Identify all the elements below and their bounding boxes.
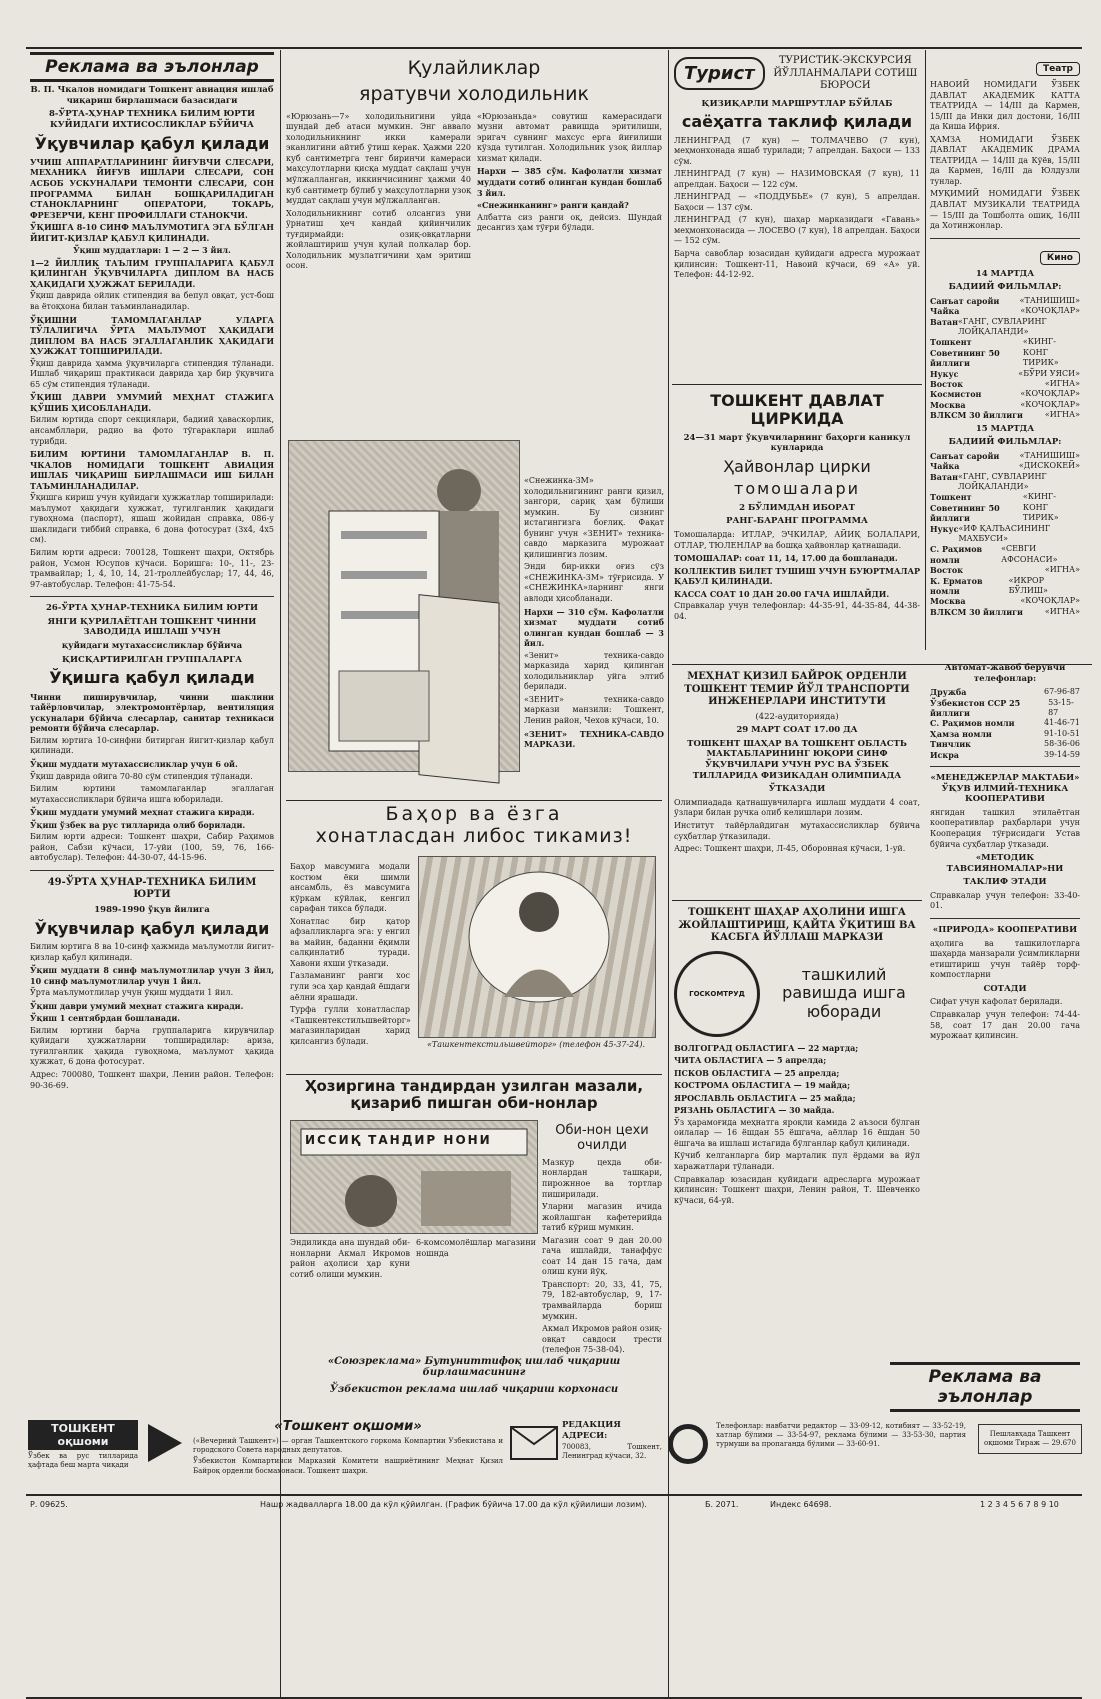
center-p2: Кўчиб келганларга бир марталик пул ёрдами ва йўл харажатлари тўланади. bbox=[674, 1151, 920, 1171]
schedule-row bbox=[930, 317, 1080, 338]
school3-p6: Билим юртини барча группаларига кирувчилар қуйидаги ҳужжатларни топширадилар: аризa, туғилганлик ҳақида гувоҳнома, маълумот ҳақида ҳужжат, 6 дона фотосурат. bbox=[30, 1025, 274, 1067]
venue-name: К. Ерматов номли bbox=[930, 575, 983, 596]
footer-paper: «Тошкент оқшоми» bbox=[274, 1419, 422, 1434]
circus-title: ТОШКЕНТ ДАВЛАТ ЦИРКИДА bbox=[710, 391, 884, 429]
phone-list bbox=[930, 687, 1080, 760]
circus-p4: КАССА СОАТ 10 ДАН 20.00 ГАЧА ИШЛАЙДИ. bbox=[674, 588, 890, 599]
coop-p4: Справкалар учун телефон: 33-40-01. bbox=[930, 890, 1080, 911]
divider bbox=[930, 766, 1080, 767]
venue-value: «ДИСКОКЕЙ» bbox=[1018, 461, 1080, 471]
divider bbox=[30, 596, 274, 597]
section-banner: Реклама ва эълонлар bbox=[890, 1362, 1080, 1412]
venue-value: «ИГНА» bbox=[1044, 606, 1080, 616]
center-p3: Справкалар юзасидан қуйидаги адресларга мурожаат қилинсин: Тошкент шаҳри, Ленин район, Т. Шевченко кўчаси, 64-уй. bbox=[674, 1174, 920, 1205]
schedule-row bbox=[930, 729, 1080, 739]
schedule-row bbox=[930, 596, 1080, 606]
turist-logo: Турист bbox=[674, 57, 765, 90]
school3-p3: Ўрта маълумотлилар учун ўқиш муддати 1 йил. bbox=[30, 988, 234, 998]
venue-name: ВЛКСМ 30 йиллиги bbox=[930, 606, 1023, 617]
schedule-row bbox=[930, 410, 1080, 420]
cinema-list-1 bbox=[930, 296, 1080, 421]
venue-name: С. Раҳимов номли bbox=[930, 544, 983, 565]
venue-value: «КОЧОҚЛАР» bbox=[1020, 306, 1080, 316]
venue-name: Чайка bbox=[930, 461, 960, 472]
venue-value: «ТАНИШИШ» bbox=[1019, 295, 1080, 305]
institute-event: ТОШКЕНТ ШАҲАР ВА ТОШКЕНТ ОБЛАСТЬ МАКТАБЛАРИНИНГ ЮҚОРИ СИНФ ЎҚУВЧИЛАРИ УЧУН РУС ВА ЎЗБЕК ТИЛЛАРИДА ФИЗИКАДАН ОЛИМПИАДА bbox=[687, 738, 907, 781]
envelope-icon bbox=[510, 1426, 558, 1460]
footer-lang: Ўзбек ва рус тилларида ҳафтада беш марта чиқади bbox=[28, 1452, 138, 1470]
school1-p3: 1—2 ЙИЛЛИК ТАЪЛИМ ГРУППАЛАРИГА ҚАБУЛ ҚИЛИНГАН ЎҚУВЧИЛАРГА ДИПЛОМ ВА НАСБ ҲАҚИДАГИ ҲУЖЖАТ БЕРИЛАДИ. bbox=[30, 257, 274, 289]
venue-value: 58-36-06 bbox=[1044, 739, 1080, 749]
divider bbox=[930, 918, 1080, 919]
divider bbox=[30, 870, 274, 871]
turist-ad bbox=[674, 52, 920, 382]
slogan-1: «Союзреклама» Бутуниттифоқ ишлаб чиқариш бирлашмасининг bbox=[327, 1356, 621, 1378]
school2-p2: Ўқиш муддати мутахассисликлар учун 6 ой. bbox=[30, 759, 238, 770]
listings-column bbox=[930, 56, 1080, 656]
region-item: ПСКОВ ОБЛАСТИГА — 25 апрелда; bbox=[674, 1067, 840, 1078]
school1-title: Ўқувчилар қабул қилади bbox=[34, 133, 270, 153]
schedule-row bbox=[930, 369, 1080, 379]
school1-list: УЧИШ АППАРАТЛАРИНИНГ ЙИҒУВЧИ СЛЕСАРИ, МЕХАНИКА ЙИҒУВ ИШЛАРИ СЛЕСАРИ, СОН АСБОБ УСКУНАЛАРИ ТЕМОНТИ СЛЕСАРИ, СОН ПРОГРАММА БИЛАН БОШҚАРИЛАДИГАН СТАНОКЛАРНИНГ ОПЕРАТОРИ, ТОКАРЬ, ФРЕЗЕРЧИ, КЕНГ ПРОФИЛЛАГИ СТАНОКЧИ. bbox=[30, 156, 274, 220]
venue-value: 67-96-87 bbox=[1044, 687, 1080, 697]
schedule-row bbox=[930, 337, 1080, 368]
school3-p2: Ўқиш муддати 8 синф маълумотлилар учун 3 йил, 10 синф маълумотлилар учун 1 йил. bbox=[30, 965, 274, 986]
priroda-p1: аҳолига ва ташкилотларга шаҳарда манзарали ўсимликларни етиштириш учун тайёр торф-компостларни bbox=[930, 938, 1080, 980]
schedule-row bbox=[930, 472, 1080, 493]
bread-title-2: қизариб пишган оби-нонлар bbox=[350, 1094, 598, 1113]
column-divider-3 bbox=[925, 50, 926, 650]
footer-redaction: РЕДАКЦИЯ АДРЕСИ: bbox=[562, 1420, 621, 1441]
venue-value: «ИФ ҚАЛЪАСИНИНГ МАХБУСИ» bbox=[958, 523, 1051, 543]
institute-room: (422-аудиторияда) bbox=[755, 711, 839, 722]
school1-org: В. П. Чкалов номидаги Тошкент авиация ишлаб чиқариш бирлашмаси базасидаги bbox=[30, 85, 274, 106]
region-item: РЯЗАНЬ ОБЛАСТИГА — 30 майда. bbox=[674, 1105, 835, 1116]
clothes-text bbox=[290, 860, 410, 1090]
cinema-films-1: БАДИИЙ ФИЛЬМЛАР: bbox=[948, 282, 1062, 293]
bread-c1: Мазкур цехда оби-нонлардан ташқари, пирожнное ва тортлар пиширилади. bbox=[542, 1157, 662, 1199]
school3-name: 49-ЎРТА ҲУНАР-ТЕХНИКА БИЛИМ ЮРТИ bbox=[47, 876, 257, 901]
school3-p5: Ўқиш 1 сентябрдан бошланади. bbox=[30, 1013, 181, 1024]
footer-time: Нашр жадвалларга 18.00 да кўл қўйилган. (График бўйича 17.00 да кўл қўйилиши лозим). bbox=[260, 1500, 647, 1509]
slogan-2: Ўзбекистон реклама ишлаб чиқариш корхонаси bbox=[329, 1384, 619, 1395]
schedule-row bbox=[930, 524, 1080, 545]
footer-nums: 1 2 3 4 5 6 7 8 9 10 bbox=[980, 1500, 1059, 1509]
schedule-row bbox=[930, 739, 1080, 749]
school2-p7: Билим юрти адреси: Тошкент шаҳри, Сабир Раҳимов район, Сабзи кўчаси, 17-уйи (100, 59, 76, 166-автобуслар). Телефон: 44-30-07, 44-15-96. bbox=[30, 832, 274, 863]
goskomtrud-emblem bbox=[674, 951, 760, 1037]
venue-value: 41-46-71 bbox=[1044, 718, 1080, 728]
venue-value: «КОЧОҚЛАР» bbox=[1020, 596, 1080, 606]
venue-value: «ИГНА» bbox=[1044, 410, 1080, 420]
schedule-row bbox=[930, 607, 1080, 617]
circus-ad bbox=[674, 388, 920, 662]
school2-list: Чинни пиширувчилар, чинни шаклини тайёрловчилар, электромонтёрлар, вентиляция ускуналари бўйича слесарлар, санитар техникаси ремонти бўйича слесарлар. bbox=[30, 691, 274, 734]
school3-p4: Ўқиш даври умумий меҳнат стажига киради. bbox=[30, 1000, 244, 1011]
turist-p4: ЛЕНИНГРАД (7 кун), шаҳар марказидаги «Гавань» меҳмонхонасида — ЛОСЕВО (7 кун), 18 апрелдан. Баҳоси — 152 сўм. bbox=[674, 215, 920, 246]
school2-sub: қуйидаги мутахассисликлар бўйича bbox=[61, 641, 243, 652]
venue-value: «ТАНИШИШ» bbox=[1019, 450, 1080, 460]
divider bbox=[286, 800, 662, 801]
school3-year: 1989-1990 ўқув йилига bbox=[94, 904, 210, 915]
venue-name: Ватан bbox=[930, 316, 958, 327]
region-item: ВОЛГОГРАД ОБЛАСТИГА — 22 мартда; bbox=[674, 1042, 859, 1053]
venue-value: «КОЧОҚЛАР» bbox=[1020, 389, 1080, 399]
schedule-row bbox=[930, 698, 1080, 719]
footer-issue: Б. 2071. bbox=[705, 1500, 739, 1509]
footer-index2: Индекс 64698. bbox=[770, 1500, 832, 1509]
top-rule bbox=[26, 47, 1082, 49]
school2-name: 26-ЎРТА ҲУНАР-ТЕХНИКА БИЛИМ ЮРТИ bbox=[46, 603, 258, 614]
schedule-row bbox=[930, 461, 1080, 471]
bread-c2: Уларни магазин ичида жойлашган кафетерийда татиб кўриш мумкин. bbox=[542, 1202, 662, 1233]
venue-name: Санъат саройи bbox=[930, 450, 1000, 461]
venue-name: Санъат саройи bbox=[930, 295, 1000, 306]
schedule-row bbox=[930, 379, 1080, 389]
school2-org: ЯНГИ ҚУРИЛАЁТГАН ТОШКЕНТ ЧИННИ ЗАВОДИДА ИШЛАШ УЧУН bbox=[47, 616, 257, 638]
phones-title: Автомат-жавоб берувчи телефонлар: bbox=[944, 663, 1066, 684]
bread-caption-2: 6-комсомолёшлар магазини ношнда bbox=[416, 1238, 536, 1258]
venue-name: С. Раҳимов номли bbox=[930, 718, 1015, 729]
institute-date: 29 МАРТ СОАТ 17.00 ДА bbox=[736, 725, 858, 736]
bread-sub: Оби-нон цехи очилди bbox=[555, 1123, 649, 1153]
center-p1: Ўз ҳарамоғида меҳнатга яроқли камида 2 аъзоси бўлган оилалар — 16 ёшдан 55 ёшгача, аёллар 16 ёшдан 50 ёшгача ва ишлаш истагида бўлганлар қабул қилинади. bbox=[674, 1117, 920, 1148]
circus-show-1: Ҳайвонлар цирки bbox=[723, 457, 871, 477]
priroda-title: «ПРИРОДА» КООПЕРАТИВИ bbox=[932, 925, 1078, 936]
venue-name: Ватан bbox=[930, 471, 958, 482]
fridge-c5: Албатта сиз ранги оқ, дейсиз. Шундай десангиз ҳам тўғри бўлади. bbox=[477, 212, 662, 233]
footer-index: Пешлавҳада Ташкент оқшоми Тираж — 29.670 bbox=[984, 1430, 1076, 1448]
venue-name: Ўзбекистон ССР 25 йиллиги bbox=[930, 697, 1021, 719]
fridge-ad bbox=[286, 54, 662, 474]
footer-index-box bbox=[978, 1424, 1082, 1454]
school1-p8: Билим юртида спорт секциялари, бадиий ҳаваскорлик, ансамбллари, радио ва фото тўгараклари ишлаб турибди. bbox=[30, 415, 274, 446]
fridge-col-1 bbox=[286, 110, 471, 274]
coop-p2: «МЕТОДИК ТАВСИЯНОМАЛАР»НИ bbox=[946, 853, 1064, 874]
venue-value: «КИНГ-КОНГ ТИРИК» bbox=[1022, 337, 1059, 368]
fridge-c4: Нархи — 385 сўм. Кафолатли хизмат муддати сотиб олинган кундан бошлаб 3 йил. bbox=[477, 166, 662, 198]
cinema-day-1: 14 МАРТДА bbox=[975, 268, 1035, 279]
turist-p5: Барча савоблар юзасидан қуйидаги адресга мурожаат қилинсин: Тошкент-11, Навоий кўчаси, 69 «А» уй. Телефон: 44-12-92. bbox=[674, 248, 920, 280]
venue-value: 91-10-51 bbox=[1044, 728, 1080, 738]
right-banner-block bbox=[890, 1362, 1080, 1407]
schedule-row bbox=[930, 576, 1080, 597]
region-list bbox=[674, 1043, 920, 1116]
clothes-c3: Газламанинг ранги хос гули эса ҳар қандай ёшдаги аёлни ярашади. bbox=[290, 971, 410, 1002]
fridge-c6: «Снежинка-3М» холодильнигининг ранги қизил, зангори, сариқ ҳам бўлиши мумкин. Бу сизнинг истагингизга боғлиқ. Фақат бунинг учун «ЗЕНИТ» техника-савдо марказига мурожаат қилишингиз лозим. bbox=[524, 476, 664, 559]
priroda-p4: Справкалар учун телефон: 74-44-58, соат 17 дан 20.00 гача мурожаат қилинсин. bbox=[930, 1010, 1080, 1041]
fridge-col-2 bbox=[477, 110, 662, 274]
footer-order: Р. 09625. bbox=[30, 1500, 68, 1509]
priroda-p3: Сифат учун кафолат берилади. bbox=[930, 997, 1063, 1007]
clothes-c1: Баҳор мавсумига модали костюм ёки шимли ансамбль, ёз мавсумига кўркам кўйлак, кенгил сарафан тикса бўлади. bbox=[290, 862, 410, 914]
circus-p5: Справкалар учун телефонлар: 44-35-91, 44-35-84, 44-38-04. bbox=[674, 601, 920, 621]
circus-p2: ТОМОШАЛАР: соат 11, 14, 17.00 да бошланади. bbox=[674, 553, 898, 564]
school2-title: Ўқишга қабул қилади bbox=[49, 668, 255, 688]
footer-paper-block bbox=[193, 1420, 503, 1478]
clothes-sign: «Ташкентекстильшвейторг» (телефон 45-37-24). bbox=[426, 1040, 646, 1049]
fridge-c3: «Юрюзаньда» совутиш камерасидаги музни автомат равишда эритилиши, эригач сувнинг махсус ерга йиғилиши кўзда тутилган. Холодильник узоқ йиллар хизмат қилади. bbox=[477, 111, 662, 163]
bread-text bbox=[542, 1120, 662, 1355]
schedule-row bbox=[930, 451, 1080, 461]
fridge-title-2: яратувчи холодильник bbox=[359, 82, 589, 105]
fridge-c8: Нархи — 310 сўм. Кафолатли хизмат муддати сотиб олинган кундан бошлаб — 3 йил. bbox=[524, 606, 664, 649]
school2-sub2: ҚИСҚАРТИРИЛГАН ГРУППАЛАРГА bbox=[61, 654, 243, 665]
turist-p3: ЛЕНИНГРАД — «ПОДДУБЬЕ» (7 кун), 5 апрелдан. Баҳоси — 137 сўм. bbox=[674, 192, 920, 212]
venue-value: «КИНГ-КОНГ ТИРИК» bbox=[1022, 492, 1059, 523]
emblem-label: ГОСКОМТРУД bbox=[689, 989, 745, 998]
theatre-tag: Театр bbox=[1036, 62, 1080, 76]
venue-name: Чайка bbox=[930, 306, 960, 317]
school1-p5: ЎҚИШНИ ТАМОМЛАГАНЛАР УЛАРГА ТЎЛАЛИГИЧА ЎРТА МАЪЛУМОТ ҲАҚИДАГИ ДИПЛОМ ВА НАСБ ЭГАЛЛАГАНЛИК ҲАҚИДАГИ ҲУЖЖАТ ТОПШИРИЛАДИ. bbox=[30, 314, 274, 357]
turist-title: саёҳатга таклиф қилади bbox=[681, 112, 913, 132]
venue-name: Восток bbox=[930, 379, 964, 390]
venue-name: Дружба bbox=[930, 687, 967, 698]
clothes-sign-block bbox=[418, 1040, 654, 1070]
arrow-icon bbox=[148, 1424, 182, 1462]
footer-print: Ўзбекистон Компартияси Марказий Комитети нашриётининг Меҳнат Қизил Байроқ орденли босмахонаси. Тошкент шаҳри. bbox=[193, 1457, 503, 1475]
school2-p5: Ўқиш муддати умумий меҳнат стажига киради. bbox=[30, 807, 255, 818]
bread-c3: Магазин соат 9 дан 20.00 гача ишлайди, танаффус соат 14 дан 15 гача, дам олиш куни йўқ. bbox=[542, 1235, 662, 1277]
footer-addr: 700083, Тошкент, Ленинград кўчаси, 32. bbox=[562, 1443, 662, 1461]
venue-value: 39-14-59 bbox=[1044, 749, 1080, 759]
venue-name: Москва bbox=[930, 399, 966, 410]
schedule-row bbox=[930, 296, 1080, 306]
bottom-rule bbox=[26, 1494, 1082, 1496]
school3-p1: Билим юртига 8 ва 10-синф ҳажмида маълумотли йигит-қизлар қабул қилинади. bbox=[30, 941, 274, 962]
venue-name: Тошкент Советининг 50 йиллиги bbox=[930, 337, 1000, 369]
venue-value: «БЎРИ УЯСИ» bbox=[1018, 368, 1080, 378]
region-item: ЯРОСЛАВЛЬ ОБЛАСТИГА — 25 майда; bbox=[674, 1092, 856, 1103]
divider bbox=[672, 900, 922, 901]
venue-name: Тошкент Советининг 50 йиллиги bbox=[930, 492, 1000, 524]
circus-p3: КОЛЛЕКТИВ БИЛЕТ ТУШИШ УЧУН БУЮРТМАЛАР ҚАБУЛ ҚИЛИНАДИ. bbox=[674, 565, 920, 587]
footer-phones: Телефонлар: навбатчи редактор — 33-09-12, котибият — 33-52-19, хатлар бўлими — 33-54-97, реклама бўлими — 33-53-30, партия турмуши ва пропаганда бўлими — 33-60-91. bbox=[716, 1422, 966, 1449]
cinema-tag: Кино bbox=[1040, 251, 1080, 265]
circus-prog: РАНГ-БАРАНГ ПРОГРАММА bbox=[726, 516, 868, 527]
school2-p4: Билим юртини тамомлаганлар эгаллаган мутахассисликлари бўйича ишга юборилади. bbox=[30, 784, 274, 804]
bread-c4: Транспорт: 20, 33, 41, 75, 79, 182-автобуслар, 9, 17-трамвайларда бориш мумкин. bbox=[542, 1279, 662, 1321]
theatre-p1: НАВОИЙ НОМИДАГИ ЎЗБЕК ДАВЛАТ АКАДЕМИК КАТТА ТЕАТРИДА — 14/III да Кармен, 15/III да Инки дил достони, 16/III да Киша Ифрия. bbox=[930, 80, 1080, 132]
circus-show-2: томошалари bbox=[734, 479, 860, 499]
coop-p1: янгидан ташкил этилаётган кооперативлар раҳбарлари учун Кооперация тўғрисидаги Устав бўйича суҳбатлар ўтказади. bbox=[930, 807, 1080, 849]
cinema-films-2: БАДИИЙ ФИЛЬМЛАР: bbox=[948, 437, 1062, 448]
turist-org: ТУРИСТИК-ЭКСКУРСИЯ ЙЎЛЛАНМАЛАРИ СОТИШ БЮРОСИ bbox=[773, 55, 918, 91]
institute-p2: Институт тайёрлайдиган мутахассисликлар бўйича суҳбатлар ўтказилади. bbox=[674, 820, 920, 841]
fridge-c10: «ЗЕНИТ» техника-савдо маркази манзили: Тошкент, Ленин район, Чехов кўчаси, 10. bbox=[524, 694, 664, 726]
venue-value: «КОЧОҚЛАР» bbox=[1020, 399, 1080, 409]
circus-dates: 24—31 март ўқувчиларнинг баҳорги каникул кунларида bbox=[683, 432, 911, 454]
venue-name: Нукус bbox=[930, 368, 959, 379]
schedule-row bbox=[930, 718, 1080, 728]
priroda-p2: СОТАДИ bbox=[983, 983, 1027, 994]
section-banner: Реклама ва эълонлар bbox=[30, 52, 274, 82]
fridge-photo bbox=[288, 440, 520, 772]
circus-parts: 2 БЎЛИМДАН ИБОРАТ bbox=[739, 502, 855, 513]
divider bbox=[286, 1074, 662, 1075]
school3-title: Ўқувчилар қабул қилади bbox=[34, 918, 270, 938]
fridge-c1: «Юрюзань—7» холодильнигини уйда шундай деб атаси мумкин. Энг аввало холодильникнинг икки камерали эканлигини айтиб ўтиш керак. Ҳажми 220 куб сантиметрга тенг биринчи камераси маҳсулотларни қисқа муддат сақлаш учун мўлжалланган, иккинчисининг ҳажми 40 куб сантиметр бўлиб у маҳсулотларни узоқ муддат сақлаш учун мўлжалланган. bbox=[286, 111, 471, 206]
fridge-c2: Холодильникнинг сотиб олсангиз уни ўрнатиш ҳеч кандай қийинчилик туғдирмайди: озиқ-овқатларни жойлаштириш учун қулай полкалар бор. Холодильник музлатгичини ҳам эритиш осон. bbox=[286, 208, 471, 271]
institute-ad bbox=[674, 668, 920, 898]
institute-p3: Адрес: Тошкент шаҳри, Л-45, Оборонная кўчаси, 1-уй. bbox=[674, 844, 906, 854]
turist-p2: ЛЕНИНГРАД (7 кун) — НАЗИМОВСКАЯ (7 кун), 11 апрелдан. Баҳоси — 122 сўм. bbox=[674, 169, 920, 189]
region-item: КОСТРОМА ОБЛАСТИГА — 19 майда; bbox=[674, 1080, 851, 1091]
turist-p1: ЛЕНИНГРАД (7 кун) — ТОЛМАЧЕВО (7 кун), меҳмонхонада яшаб турилади; 7 апрелдан. Баҳоси — 133 сўм. bbox=[674, 135, 920, 166]
clothes-c4: Турфа гулли хонатласлар «Ташкентекстильшвейторг» магазинларидан харид қилсангиз бўлади. bbox=[290, 1005, 411, 1046]
school1-p4: Ўқиш даврида ойлик стипендия ва бепул овқат, уст-бош ва ётоқхона билан таъминланадилар. bbox=[30, 291, 274, 311]
venue-name: ВЛКСМ 30 йиллиги bbox=[930, 410, 1023, 421]
bread-shop-photo bbox=[290, 1120, 538, 1234]
institute-p1: Олимпиадада қатнашувчиларга ишлаш муддати 4 соат, ўзлари билан ручка олиб келишлари лозим. bbox=[674, 797, 920, 818]
footer-phones-block bbox=[716, 1420, 966, 1452]
institute-title: МЕҲНАТ ҚИЗИЛ БАЙРОҚ ОРДЕНЛИ ТОШКЕНТ ТЕМИР ЙЎЛ ТРАНСПОРТИ ИНЖЕНЕРЛАРИ ИНСТИТУТИ bbox=[684, 671, 910, 707]
schedule-row bbox=[930, 750, 1080, 760]
venue-value: 53-15-87 bbox=[1048, 697, 1074, 718]
divider bbox=[930, 238, 1080, 239]
school1-p11: Билим юрти адреси: 700128, Тошкент шаҳри, Октябрь район, Усмон Юсупов кўчаси. Боришга: 10-, 11-, 23-трамвайлар; 1, 4, 10, 14, 21-троллейбуслар; 17, 44, 46, 97-автобуслар. Телефон: 41-75-54. bbox=[30, 548, 274, 589]
circus-p1: Томошаларда: ИТЛАР, ЭЧКИЛАР, АЙИҚ БОЛАЛАРИ, ОТЛАР, ТЮЛЕНЛАР ва бошқа ҳайвонлар қатнашади. bbox=[674, 530, 920, 550]
atlas-fabric-photo bbox=[418, 856, 656, 1038]
bread-addr: Акмал Икромов район озиқ-овқат савдоси трести (телефон 75-38-04). bbox=[542, 1324, 662, 1355]
employment-center-ad bbox=[674, 904, 920, 1388]
soyuzreklama-slogan bbox=[286, 1356, 662, 1396]
school1-name: 8-ЎРТА-ҲУНАР ТЕХНИКА БИЛИМ ЮРТИ КУЙИДАГИ ИХТИСОСЛИКЛАР БЎЙИЧА bbox=[48, 109, 256, 130]
school2-p1: Билим юртига 10-синфни битирган йигит-қизлар қабул қилинади. bbox=[30, 735, 274, 756]
footer-redaction-block bbox=[562, 1420, 662, 1464]
clothes-title-block bbox=[286, 803, 662, 847]
bread-title-block bbox=[286, 1078, 662, 1118]
turist-sub: ҚИЗИҚАРЛИ МАРШРУТЛАР БЎЙЛАБ bbox=[701, 98, 893, 109]
bread-captions bbox=[290, 1236, 536, 1286]
school1-p2: Ўқиш муддатлари: 1 — 2 — 3 йил. bbox=[73, 245, 231, 256]
school1-p9: БИЛИМ ЮРТИНИ ТАМОМЛАГАНЛАР В. П. ЧКАЛОВ НОМИДАГИ ТОШКЕНТ АВИАЦИЯ ИШЛАБ ЧИҚАРИШ БИРЛАШМАСИ ИШ БИЛАН ТАЪМИНЛАНАДИЛАР. bbox=[30, 449, 274, 491]
bread-caption-1: Эндиликда ана шундай оби-нонларни Акмал Икромов район аҳолиси ҳар куни сотиб олиши мумкин. bbox=[290, 1238, 410, 1279]
fridge-title-1: Қулайликлар bbox=[407, 57, 541, 79]
school2-p6: Ўқиш ўзбек ва рус тилларида олиб борилади. bbox=[30, 819, 246, 830]
clothes-c2: Хонатлас бир қатор афзалликларга эга: у енгил ва майин, баданни ёқимли салқинлатиб туради. Хавони яхши ўтказади. bbox=[290, 916, 410, 968]
schedule-row bbox=[930, 544, 1080, 565]
school2-ad bbox=[30, 603, 274, 864]
region-item: ЧИТА ОБЛАСТИГА — 5 апрелда; bbox=[674, 1055, 827, 1066]
footer-desc: («Вечерний Ташкент») — орган Ташкентского горкома Компартии Узбекистана и городского Совета народных депутатов. bbox=[193, 1436, 503, 1455]
school3-ad bbox=[30, 877, 274, 1091]
clothes-title-1: Баҳор ва ёзга bbox=[385, 803, 563, 825]
school1-p10: Ўқишга кириш учун қуйидаги ҳужжатлар топширилади: маълумот ҳақидаги ҳужжат, тугилганлик ҳақидаги гувоҳнома (паспорт), яшаш жойидан справка, 086-у шаклидаги тиббий справка, 6 дона фотосурат (3х4, 4х5 см). bbox=[30, 493, 274, 545]
fridge-sign: «ЗЕНИТ» ТЕХНИКА-САВДО МАРКАЗИ. bbox=[524, 728, 664, 750]
schedule-row bbox=[930, 565, 1080, 575]
masthead-footer bbox=[28, 1420, 1080, 1490]
venue-value: «ГАНГ, СУВЛАРИНГ ЛОЙҚАЛАНДИ» bbox=[957, 316, 1047, 337]
bread-sign-board: ИССИҚ ТАНДИР НОНИ bbox=[305, 1133, 492, 1147]
venue-value: «ГАНГ, СУВЛАРИНГ ЛОЙҚАЛАНДИ» bbox=[957, 471, 1047, 492]
schedule-row bbox=[930, 492, 1080, 523]
theatre-p3: МУҚИМИЙ НОМИДАГИ ЎЗБЕК ДАВЛАТ МУЗИКАЛИ ТЕАТРИДА — 15/III да Тошболта ошиқ, 16/III да Хотинжонлар. bbox=[930, 189, 1080, 231]
venue-value: «СЕВГИ АФСОНАСИ» bbox=[1001, 544, 1058, 564]
school1-ad bbox=[30, 85, 274, 590]
venue-name: Москва bbox=[930, 596, 966, 607]
venue-value: «ИГНА» bbox=[1044, 379, 1080, 389]
venue-name: Космистон bbox=[930, 389, 982, 400]
venue-name: Восток bbox=[930, 565, 964, 576]
fridge-col-3 bbox=[524, 474, 664, 774]
school1-p7: ЎҚИШ ДАВРИ УМУМИЙ МЕҲНАТ СТАЖИГА ҚЎШИБ ҲИСОБЛАНАДИ. bbox=[30, 392, 274, 413]
schedule-row bbox=[930, 389, 1080, 399]
fridge-q1: «Снежинканинг» ранги қандай? bbox=[477, 200, 629, 211]
bread-title-1: Ҳозиргина тандирдан узилган мазали, bbox=[304, 1077, 644, 1095]
venue-name: Тинчлик bbox=[930, 739, 971, 750]
institute-held: ЎТКАЗАДИ bbox=[768, 784, 826, 795]
cinema-day-2: 15 МАРТДА bbox=[975, 423, 1035, 434]
venue-name: Нукус bbox=[930, 523, 959, 534]
phone-icon bbox=[668, 1424, 708, 1464]
phones-coop-column bbox=[930, 660, 1080, 1060]
school3-p7: Адрес: 700080, Тошкент шаҳри, Ленин район. Телефон: 90-36-69. bbox=[30, 1069, 274, 1090]
schedule-row bbox=[930, 687, 1080, 697]
footer-logo-block bbox=[28, 1420, 138, 1472]
center-sub: ташкилий равишда ишга юборади bbox=[782, 964, 906, 1021]
cinema-list-2 bbox=[930, 451, 1080, 617]
school2-p3: Ўқиш даврида ойига 70-80 сўм стипендия тўланади. bbox=[30, 771, 253, 781]
venue-name: Искра bbox=[930, 749, 959, 760]
coop-title: «МЕНЕДЖЕРЛАР МАКТАБИ» ЎҚУВ ИЛМИЙ-ТЕХНИКА КООПЕРАТИВИ bbox=[930, 772, 1080, 805]
center-title: ТОШКЕНТ ШАҲАР АҲОЛИНИ ИШГА ЖОЙЛАШТИРИШ, ҚАЙТА ЎҚИТИШ ВА КАСБГА ЙЎЛЛАШ МАРКАЗИ bbox=[678, 907, 916, 943]
footer-logo: ТОШКЕНТ оқшоми bbox=[28, 1420, 138, 1450]
venue-name: Ҳамза номли bbox=[930, 728, 992, 739]
school1-p1: ЎҚИШГА 8-10 СИНФ МАЪЛУМОТИГА ЭГА БЎЛГАН ЙИГИТ-ҚИЗЛАР ҚАБУЛ ҚИЛИНАДИ. bbox=[30, 222, 274, 243]
theatre-p2: ҲАМЗА НОМИДАГИ ЎЗБЕК ДАВЛАТ АКАДЕМИК ДРАМА ТЕАТРИДА — 14/III да Кўёв, 15/III да Кармен, 16/III да Юлдузли тунлар. bbox=[930, 134, 1080, 186]
schedule-row bbox=[930, 400, 1080, 410]
divider bbox=[672, 384, 922, 385]
clothes-title-2: хонатласдан либос тикамиз! bbox=[315, 824, 633, 847]
school1-p6: Ўқиш даврида ҳамма ўқувчиларга стипендия тўланади. Ишлаб чиқариш практикаси даврида ҳар бир ўқувчига 65 сўм стипендия тўланади. bbox=[30, 358, 274, 389]
coop-p3: ТАКЛИФ ЭТАДИ bbox=[963, 877, 1047, 888]
fridge-c9: «Зенит» техника-савдо марказида харид қилинган холодильниклар уйга элтиб берилади. bbox=[524, 650, 664, 692]
venue-value: «ИГНА» bbox=[1044, 565, 1080, 575]
schedule-row bbox=[930, 306, 1080, 316]
venue-value: «ИКРОР БЎЛИШ» bbox=[1008, 575, 1048, 595]
fridge-c7: Энди бир-икки оғиз сўз «СНЕЖИНКА-3М» тўғрисида. У «СНЕЖИНКА»ларнинг янги авлоди ҳисобланади. bbox=[524, 562, 664, 604]
